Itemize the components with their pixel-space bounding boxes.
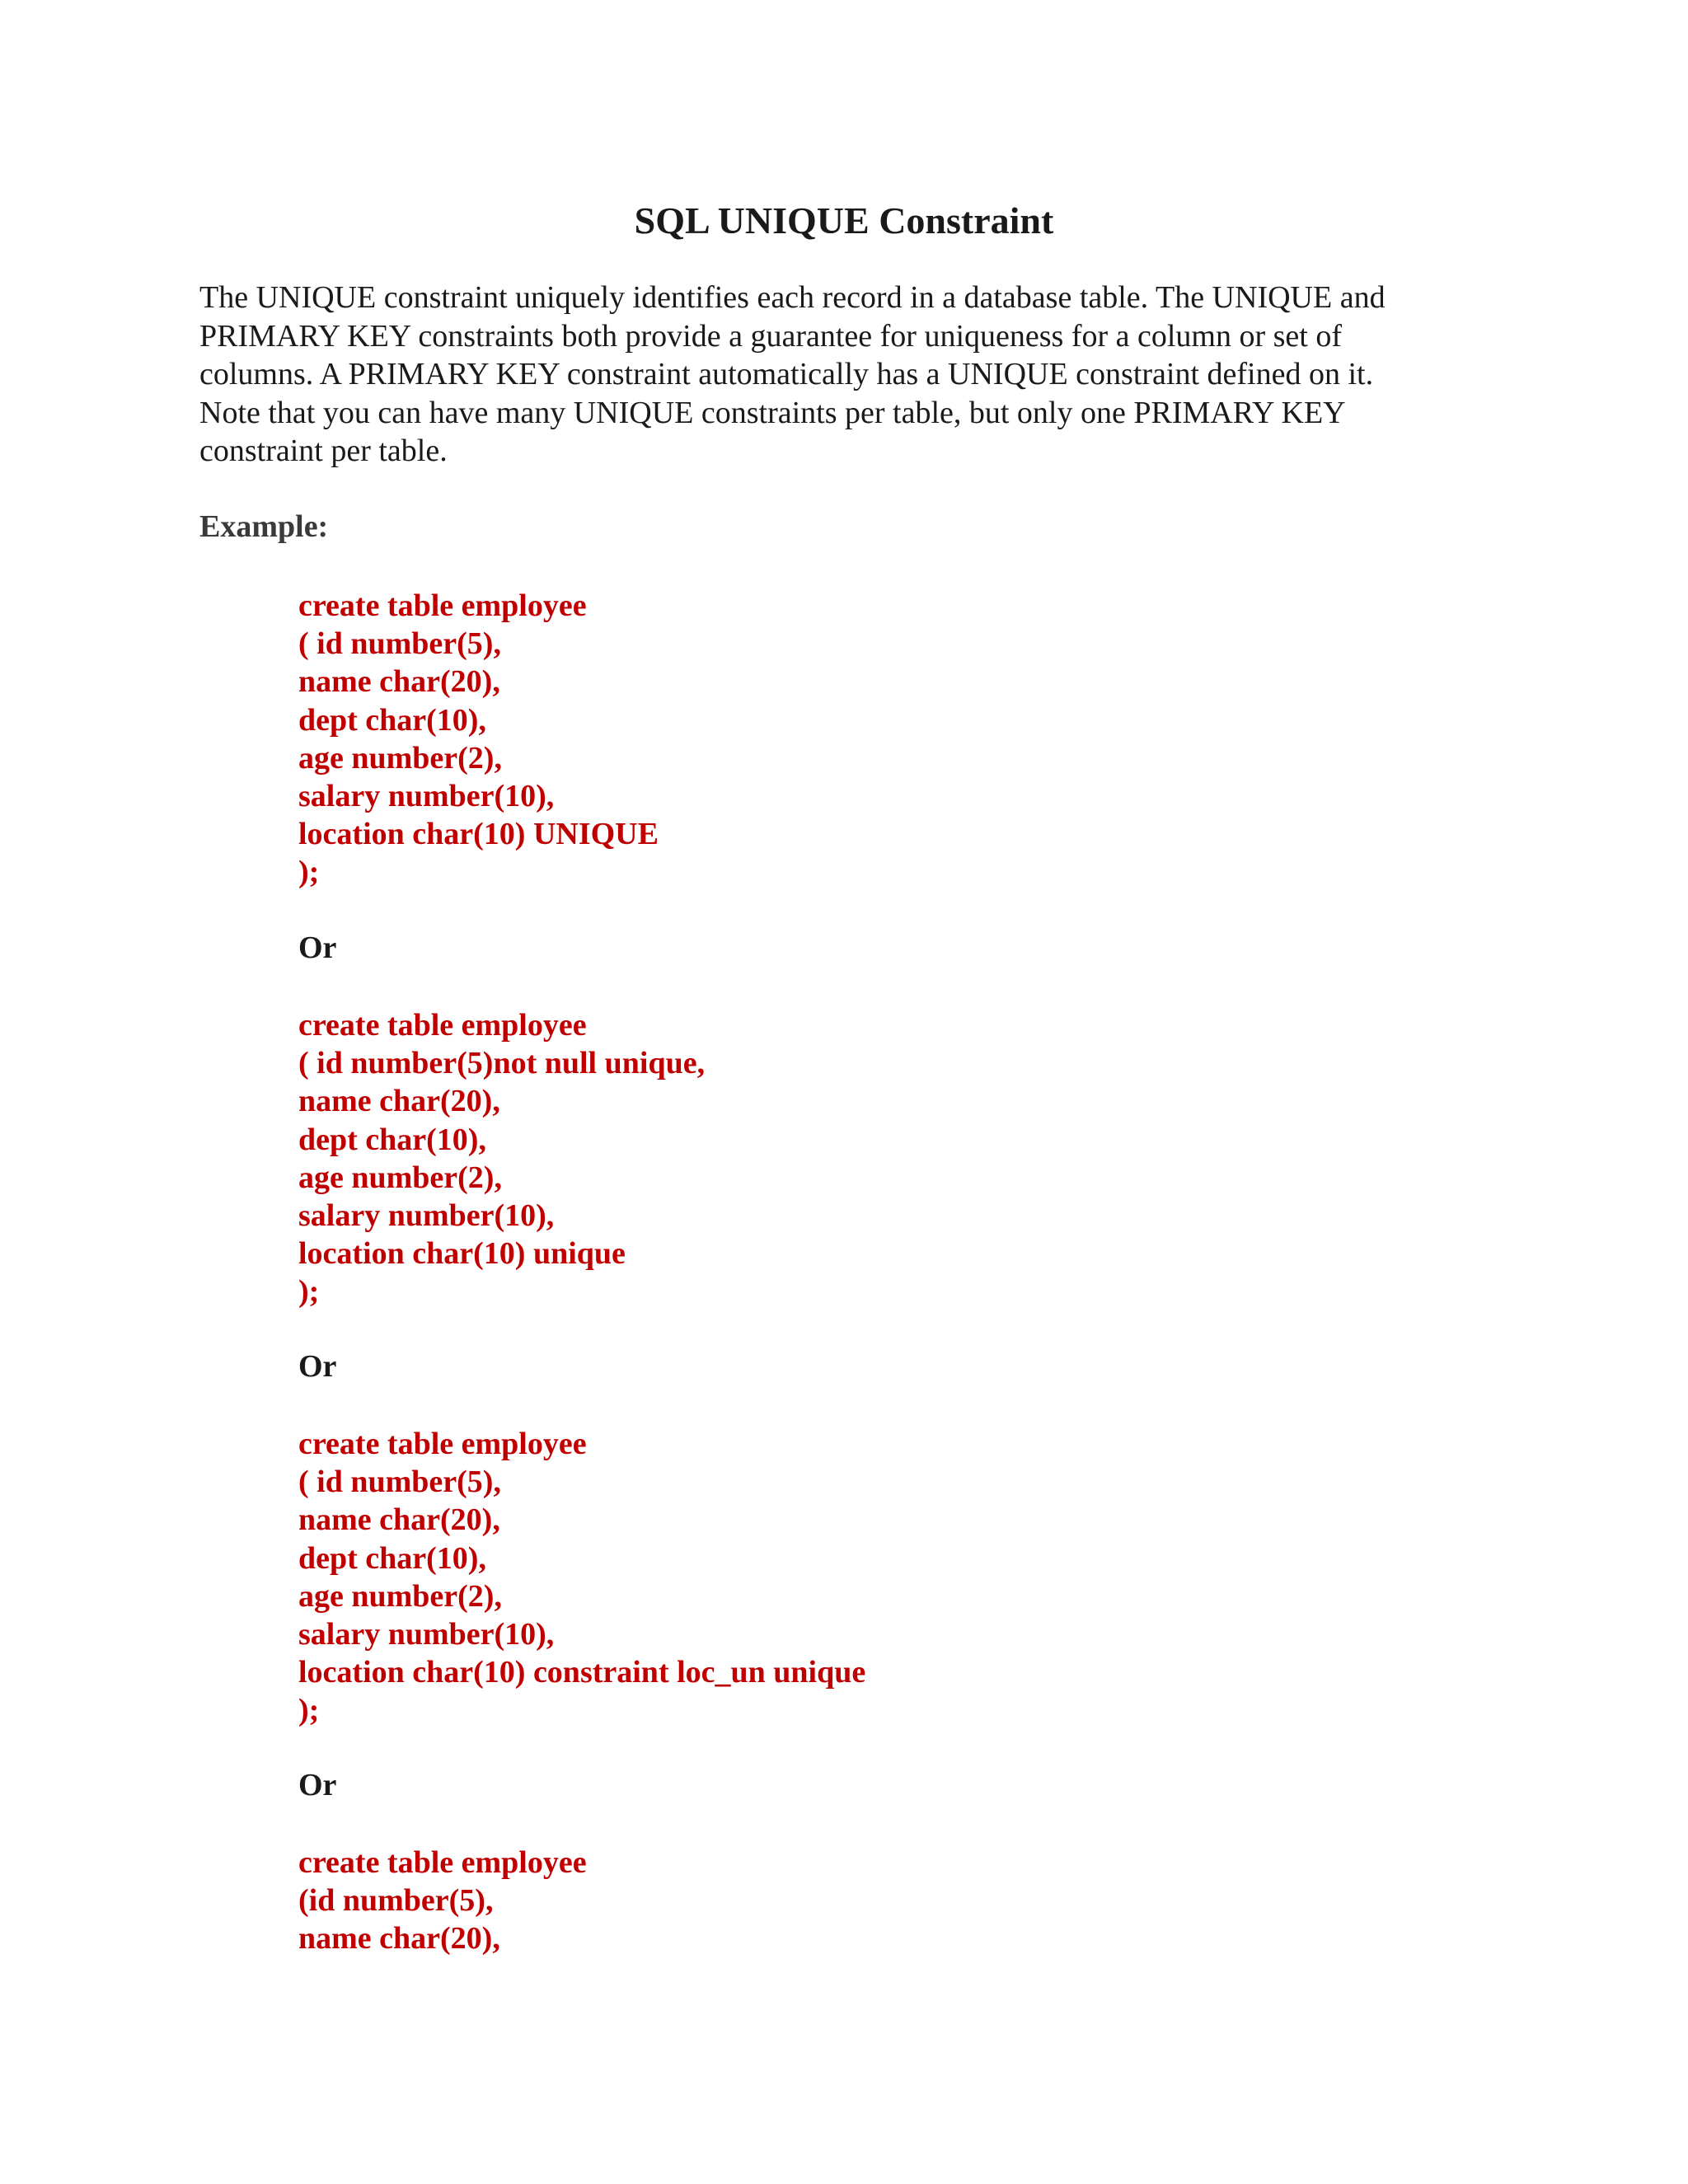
sql-code-block-3 [298, 1425, 865, 1730]
code-line: (id number(5), [298, 1883, 494, 1919]
intro-line: columns. A PRIMARY KEY constraint automatically has a UNIQUE constraint defined on it. [199, 357, 1374, 391]
intro-line: PRIMARY KEY constraints both provide a guarantee for uniqueness for a column or set of [199, 318, 1342, 354]
code-line: dept char(10), [298, 702, 486, 738]
page-title: SQL UNIQUE Constraint [634, 199, 1054, 241]
code-line: age number(2), [298, 740, 502, 776]
intro-line: The UNIQUE constraint uniquely identifies each record in a database table. The UNIQUE and [199, 280, 1386, 315]
sql-code-block-1 [298, 587, 659, 892]
code-line: dept char(10), [298, 1122, 486, 1157]
example-heading: Example: [199, 509, 329, 544]
or-separator: Or [298, 1768, 337, 1802]
code-line: ); [298, 1693, 320, 1728]
sql-code-block-4 [298, 1844, 587, 1958]
code-line: create table employee [298, 1008, 587, 1043]
code-line: ); [298, 855, 320, 890]
code-line: name char(20), [298, 1502, 500, 1538]
or-separator: Or [298, 1349, 337, 1384]
code-line: dept char(10), [298, 1540, 486, 1576]
code-line: ( id number(5), [298, 1465, 501, 1500]
code-line: salary number(10), [298, 1617, 555, 1652]
code-line: create table employee [298, 1845, 587, 1880]
code-line: salary number(10), [298, 1198, 555, 1234]
sql-code-block-2 [298, 1006, 705, 1311]
code-line: age number(2), [298, 1160, 502, 1195]
code-line: location char(10) constraint loc_un unique [298, 1655, 866, 1690]
code-line: salary number(10), [298, 779, 555, 814]
code-line: name char(20), [298, 664, 500, 700]
or-separator: Or [298, 930, 337, 965]
code-line: name char(20), [298, 1921, 500, 1957]
code-line: ( id number(5), [298, 626, 501, 662]
intro-paragraph [199, 279, 1502, 471]
code-line: create table employee [298, 1427, 587, 1461]
code-line: age number(2), [298, 1578, 502, 1614]
code-line: name char(20), [298, 1084, 500, 1119]
code-line: ( id number(5)not null unique, [298, 1046, 706, 1081]
intro-line: Note that you can have many UNIQUE constraints per table, but only one PRIMARY KEY [199, 395, 1346, 430]
intro-line: constraint per table. [199, 434, 448, 468]
code-line: ); [298, 1274, 320, 1310]
code-line: location char(10) UNIQUE [298, 817, 659, 852]
code-line: create table employee [298, 588, 587, 623]
code-line: location char(10) unique [298, 1236, 626, 1272]
